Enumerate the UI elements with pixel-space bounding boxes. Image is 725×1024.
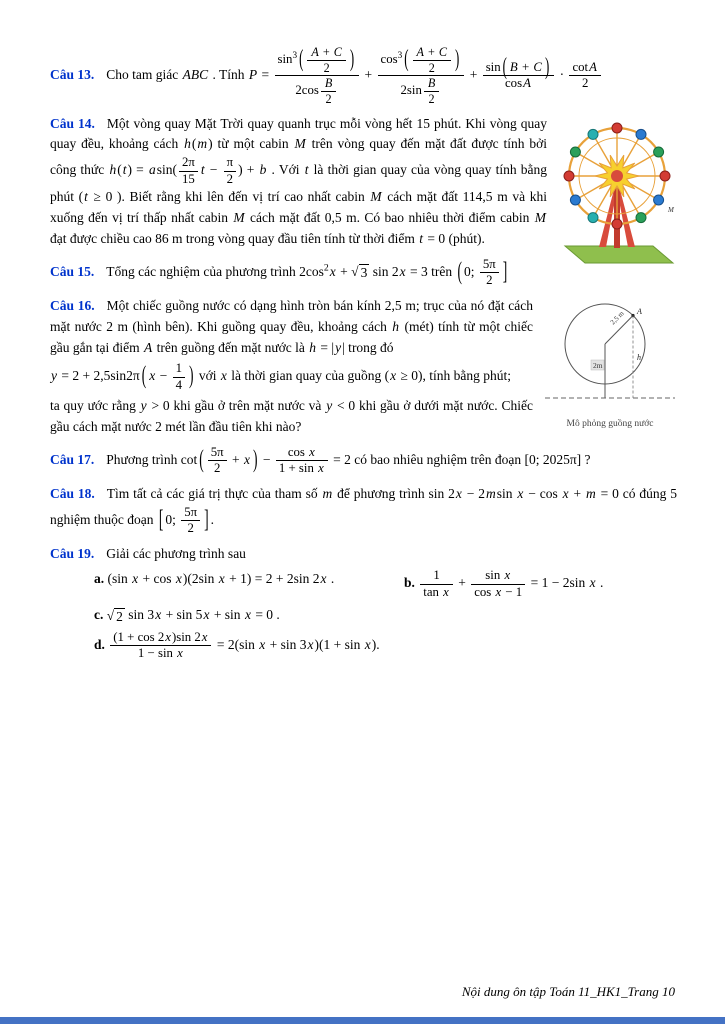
h-label: h — [637, 352, 641, 362]
question-18-line — [50, 484, 677, 537]
question-13-text: Cho tam giác ABC . Tính P = $\sin^3$ ( $\frac{A + C}{2}$ ) 2cos $\frac{B}{2}$ + $\cos^3$ ( $\frac{A + C}{2}$ ) 2sin $\frac{B}{2}$ + $\frac{\sin ( B + C )}{\cos A}$ · $\frac{\cot A}{2}$ — [106, 67, 603, 82]
question-16-line-2: y = 2 + 2,5sin2π ( x − $\frac{1}{4}$ ) với x là thời gian quay của guồng (x ≥ 0), tính bằng phút; — [51, 360, 511, 392]
ferris-wheel-image — [557, 116, 677, 268]
question-19-item-b: b. $\frac{1}{\text{tan x}}$ + $\frac{\text{sin x}}{\text{cos x − 1}}$ = 1 − 2sin x . — [404, 568, 604, 599]
question-19-row-c — [50, 604, 677, 626]
question-16 — [50, 296, 677, 438]
question-17-text: Phương trình cot ( $\frac{5\pi}{2}$ + x ) − $\frac{\text{cos x}}{\text{1 + sin x}}$ = 2 có bao nhiêu nghiệm trên đoạn [0; 2025π] ? — [106, 444, 591, 476]
question-15-label: Câu 15. — [50, 263, 95, 279]
page-footer: Nội dung ôn tập Toán 11_HK1_Trang 10 — [461, 984, 675, 999]
question-16-label: Câu 16. — [50, 297, 95, 313]
question-13-line — [50, 45, 677, 107]
question-19-row-ab — [50, 568, 677, 600]
radius-label: 2,5 m — [608, 309, 626, 327]
point-a-label: A — [637, 306, 642, 316]
question-13-label: Câu 13. — [50, 66, 95, 82]
ferris-wheel-illustration — [557, 116, 677, 264]
question-19-label: Câu 19. — [50, 545, 95, 561]
question-19-item-c: c. √ 2 sin 3x + sin 5x + sin x = 0 . — [94, 607, 280, 624]
question-18 — [50, 484, 677, 537]
water-wheel-image — [543, 298, 677, 429]
question-19-line — [50, 544, 677, 565]
question-19-item-d: d. $\frac{(1 + \cos 2x)\sin 2x}{\text{1 − sin x}}$ = 2(sin x + sin 3x)(1 + sin x). — [94, 629, 380, 661]
question-13 — [50, 45, 677, 107]
question-17-label: Câu 17. — [50, 452, 95, 468]
question-16-text-1: Một chiếc guồng nước có dạng hình tròn bán kính 2,5 m; trục của nó đặt cách mặt nước 2 m (hình bên). Khi guồng quay đều, khoảng cách h (mét) tính từ một chiếc gầu gắn tại điểm A trên guồng đến mặt nước là h = |y| trong đó — [50, 297, 533, 355]
question-18-text: Tìm tất cả các giá trị thực của tham số m để phương trình sin 2x − 2msin x − cos x + m = 0 có đúng 5 nghiệm thuộc đoạn [ 0; $\frac{5\pi}{2}$ ] . — [50, 485, 678, 536]
question-18-label: Câu 18. — [50, 485, 95, 501]
question-19-row-d — [50, 630, 677, 662]
question-17-line — [50, 445, 677, 477]
question-19 — [50, 544, 677, 662]
question-16-line-3: ta quy ước rằng y > 0 khi gầu ở trên mặt nước và y < 0 khi gầu ở dưới mặt nước. Chiếc gầu cách mặt nước 2 mét lần đầu tiên khi nào? — [50, 398, 533, 435]
question-17 — [50, 445, 677, 477]
water-wheel-diagram — [543, 298, 677, 414]
question-19-item-a: a. (sin x + cos x)(2sin x + 1) = 2 + 2sin 2x . — [94, 571, 335, 587]
page-footer-bar — [0, 1017, 725, 1024]
question-15-text: Tổng các nghiệm của phương trình $2\cos^2x$ + √ 3 sin 2x = 3 trên ( 0; $\frac{5\pi}{2}$ ] — [106, 256, 508, 288]
ferris-cabin-label: M — [668, 205, 674, 214]
question-19-intro: Giải các phương trình sau — [106, 545, 246, 561]
axis-height-label: 2m — [593, 360, 603, 370]
question-14-text: Một vòng quay Mặt Trời quay quanh trục mỗi vòng hết 15 phút. Khi vòng quay quay đều, khoảng cách h(m) từ một cabin M trên vòng quay đến mặt đất được tính bởi công thức h(t) = asin( $\frac{2\pi}{15}$ t − $\frac{\pi}{2}$ ) + b . Với t là thời gian quay của vòng quay tính bằng phút (t ≥ 0 ). Biết rằng khi lên đến vị trí cao nhất cabin M cách mặt đất 114,5 m và khi xuống đến vị trí thấp nhất cabin M cách mặt đất 0,5 m. Có bao nhiêu thời điểm cabin M đạt được chiều cao 86 m trong vòng quay đầu tiên tính từ thời điểm t = 0 (phút). — [50, 115, 547, 246]
water-wheel-caption: Mô phỏng guồng nước — [566, 418, 654, 429]
question-14-label: Câu 14. — [50, 115, 95, 131]
question-14 — [50, 114, 677, 250]
